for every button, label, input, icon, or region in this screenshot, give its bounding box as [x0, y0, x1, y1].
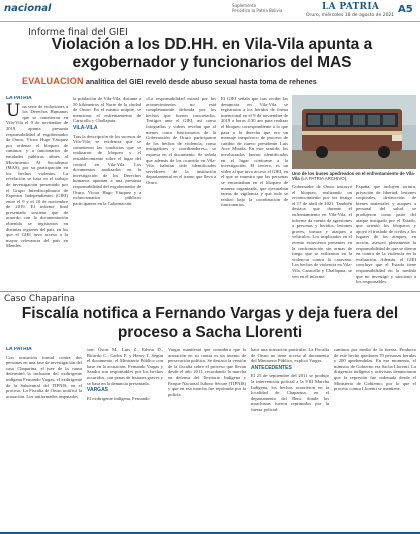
- story1-column-3: [146, 96, 216, 286]
- story1-headline: Violación a los DD.HH. en Vila-Vila apunta a exgobernador y funcionarios del MAS: [51, 36, 373, 71]
- story1-column-1: [6, 96, 68, 286]
- story1-column-2: [73, 96, 141, 286]
- story1-kicker: Informe final del GIEI: [28, 27, 128, 38]
- story2-col2-text: son: Óscar M., Luis Z., Edwin D., Ricardo C., Carlos F. y Henry T. Según el documento, el Ministerio Público con base en la acusación, Fernando Vargas y Sandra son responsables por los hechos ocurridos, con penas de lesiones graves y se basa en la denuncia presentada.: [87, 347, 163, 386]
- bus-photo-caption-credit: (LA PATRIA ARCHIVO).: [299, 176, 348, 182]
- story2-col4-subhead: ANTECEDENTES: [251, 364, 292, 371]
- story1-col2-subhead: VILA-VILA: [73, 124, 98, 131]
- story1-col6-text: España, que incluyen tortura, privación de libertad, lesiones corporales, destrucción de bienes materiales y ataques a personal del salud, se produjeron como parte del ataque instigado por el Estado, que orientó los bloqueos y apoyó el traslado de civiles a los lugares de los ataques, en acción, asesoró plenamente la responsabilidad de que se dieron en contra de la violencia en la evaluación. Además, el GIEI concluye que el Estado tiene responsabilidad en la medida que no investigó y sancionó a los responsables.: [356, 184, 416, 285]
- story1-col2b-text: Tras la descripción de los sucesos de Vila-Vila, se evidencia que se cometieron las conductas que se realizaron de bloqueo y el restablecimiento sobre el lugar del control en Vila-Vila. Los documentos analizados en la investigación de los Derechos humanos apuntan a una presunta responsabilidad del exgobernador de Oruro, Víctor Hugo Vásquez y a exfuncionarios públicos participantes en la Gobernación.: [73, 133, 141, 206]
- story1-col5-text: Gobernador de Oruro instruyó el bloqueo, realizando un reconocimiento por ser testigo el 17 de abril de 2021. También destaca que durante el enfrentamiento en Vila-Vila, el informe da cuenta de agresiones a personas y heridos, lesiones graves, tortura y ataques a vehículos. Los implicados en el evento estuvieron presentes en la confrontación sin armas de fuego que se utilizaron en la violencia contra la caravana. Los hechos de violencia en Vila-Vila, Caracollo y Challapata, se ven en el informe.: [292, 184, 352, 279]
- bus-photo-illustration: [292, 95, 416, 169]
- story1-column-5: [292, 184, 352, 288]
- page-number: A5: [398, 4, 413, 15]
- story2-column-3: [168, 347, 246, 529]
- story1-col3-text: «La responsabilidad estatal por los acontecimientos no está completamente definida por los hechos que fueron concretados. Testigos ante el GIEI, así como fotografías y videos revelan que al menos cinco funcionarios de la Gobernación de Oruro participaron de los hechos de violencia, como instigadores y coordinadores», se expresa en el documento. Se señala que además de los ocurrido en Vila-Vila, habrían sido identificados servidores de la institución departamental en el tramo que lleva a Oruro.: [146, 96, 216, 185]
- bus-photo-caption: [292, 171, 416, 181]
- story2-byline: LA PATRIA: [6, 347, 32, 352]
- story2-column-2: [87, 347, 163, 529]
- story2-col3-text: Vargas manifestó que considera que la acusación en su contra es un intento de persecución política. Se destaca la versión de la fiscalía sobre el proceso que llevan desde el año 2011, recordando la marcha en defensa del Territorio Indígena y Parque Nacional Isiboro Sécure (TIPNIS) y que en esa marcha fue reprimida por la policía.: [168, 347, 246, 397]
- story2-col4b-text: El 25 de septiembre del 2011 se produjo la intervención policial a la VIII Marcha Indígena, los hechos ocurrieron en la localidad de Chaparina, en el departamento del Beni, donde los marchistas fueron reprimidos por la fuerza policial.: [251, 373, 329, 412]
- header-ad-line: Periódico la Patria Bolivia: [232, 8, 283, 13]
- bus-photo: [292, 95, 416, 169]
- page-header: [0, 0, 420, 22]
- story-divider: [0, 291, 420, 292]
- story2-col1-text: Con acusación formal contra dos personas en una fase de investigación del caso Chaparina, el juez de la causa determinó la inclusión del exdirigente indígena Fernando Vargas, el exdirigente de la Subcentral del TIPNIS, en el proceso. La Fiscalía de Oruro notificó la acusación. Los uniformados imputados: [6, 354, 82, 399]
- story2-column-5: [334, 347, 416, 529]
- story2-headline: Fiscalía notifica a Fernando Vargas y deja fuera del proceso a Sacha Llorenti: [21, 305, 399, 341]
- section-label: nacional: [4, 3, 52, 14]
- story1-col2-text: la población de Vila-Vila, distante a 50 kilómetros al Norte de la ciudad de Oruro. En el mismo acápite, se menciona, el enfrentamiento de Caracollo y Challapata.: [73, 96, 141, 124]
- story2-column-1: [6, 347, 82, 529]
- story1-byline: LA PATRIA: [6, 96, 32, 101]
- story2-column-4: [251, 347, 329, 529]
- header-ad-line: Suplemento: [232, 3, 257, 8]
- story1-deck: [22, 77, 402, 86]
- story2-col4-text: hace una acusación particular. La Fiscalía de Oruro no tiene acceso al documento del Ministerio Público, explicó Vargas.: [251, 347, 329, 364]
- story1-column-4: [221, 96, 288, 286]
- story1-col4-text: El GIEI señala que tras recibir las denuncias en Vila-Vila se registraron a los heridos de forma intencional en el 9 de noviembre de 2019 a horas 4:30 am para realizar el bloqueo correspondiente a lo que pasa a la derecha que era un mensaje inequívoco de proceso de cambio de nuevo presidente Luis Arce Mirada. En este sentido, los involucrados fueron identificados en el lugar conforme a la investigación. El tercero, es un vídeo al que tuvo acceso el GIEI, en el que se muestra que las personas se encontraban en el bloqueo de manera organizada, que ejecutaban tareas de vigilancia y que todo se realizó bajo la coordinación de funcionarios.: [221, 96, 288, 208]
- masthead: LA PATRIA: [322, 2, 380, 12]
- dateline: Oruro, miércoles 18 de agosto de 2021: [306, 13, 395, 18]
- story2-col2-subhead: VARGAS: [87, 387, 109, 394]
- story1-deck-label: EVALUACIÓN: [22, 77, 84, 86]
- story1-column-6: [356, 184, 416, 288]
- story1-dropcap: U: [6, 100, 21, 121]
- story1-col1-text: na serie de violaciones a los Derechos Humanos que se cometieron en Vila-Vila el 9 de noviembre de 2019, apunta presunta responsabilidad al exgobernador de Oruro, Víctor Hugo Vásquez por ordenar el bloqueo de caminos, y a funcionarios de entidades públicas afines al Movimiento Al Socialismo (MAS), por su participación en los hechos violentos. La revelación se basa en el trabajo de investigación presentado por el Grupo Interdisciplinario de Expertos Independientes (GIEI) entre el 9 y el 10 de noviembre de 2019. El informe final presentado sostiene que de acuerdo con la documentación obtenida se registraron en distintas regiones del país, en los que el GIEI tuvo acceso a la mayor relevancia del país en Mendes.: [6, 103, 68, 249]
- header-ad-block: [232, 3, 282, 13]
- story2-kicker: Caso Chaparina: [4, 294, 76, 304]
- story2-col2b-text: El exdirigente indígena, Fernando: [87, 395, 150, 401]
- bus-photo-caption-title: Uno de los buses apedreados en el enfrentamiento de Vila-Vila: [292, 171, 416, 182]
- story2-col5-text: caminos por medio de la fuerza. Producto de este hecho quedaron 70 personas heridas y 200 aprehendidas. En ese momento, el ministro de Gobierno era Sacha Llorenti. La dirigencia indígena y activistas denunciaron que la represión fue ordenada desde el Ministerio de Gobierno, por lo que el proceso contra Llorenti se mantiene.: [334, 347, 416, 392]
- story1-deck-text: analítica del GIEI reveló desde abuso sexual hasta toma de rehenes: [83, 77, 317, 86]
